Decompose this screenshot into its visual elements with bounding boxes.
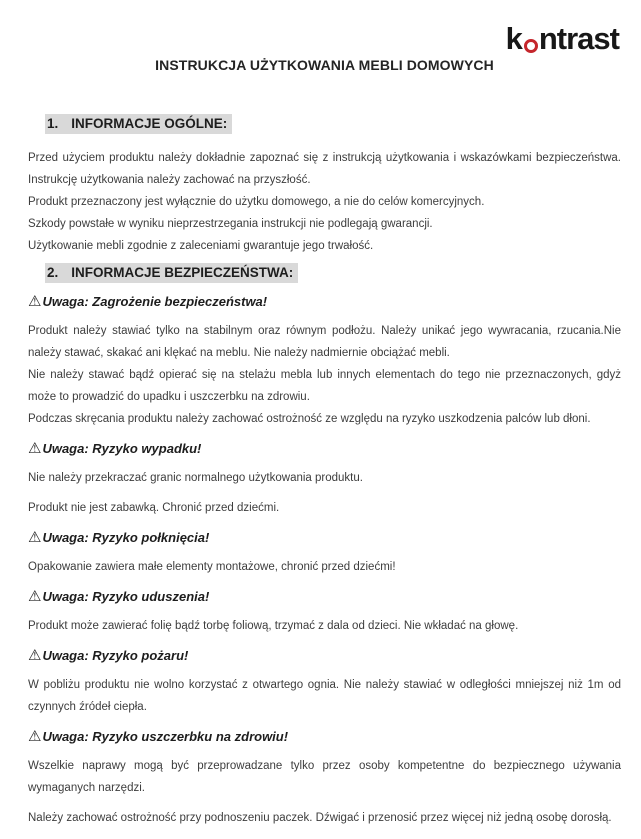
logo-text-suffix: ntrast <box>538 21 619 56</box>
warning-block-fire-risk <box>28 648 621 718</box>
warning-label: Uwaga: Ryzyko wypadku! <box>42 441 202 456</box>
page-title: INSTRUKCJA UŻYTKOWANIA MEBLI DOMOWYCH <box>155 57 494 73</box>
warning-body <box>28 615 621 637</box>
section-general-body <box>28 147 621 257</box>
paragraph: Produkt nie jest zabawką. Chronić przed dziećmi. <box>28 502 280 514</box>
warning-heading <box>28 589 621 604</box>
paragraph: Produkt należy stawiać tylko na stabilnym oraz równym podłożu. Należy unikać jego wywracania, rzucania.Nie należy stawać, skakać ani klękać na meblu. Nie należy nadmiernie obciążać mebli. <box>28 325 621 359</box>
logo-text-prefix: k <box>505 21 522 56</box>
warning-body <box>28 320 621 430</box>
warning-block-security-hazard <box>28 294 621 430</box>
logo-o-ring-icon <box>524 39 538 53</box>
warning-heading <box>28 294 621 309</box>
warning-triangle-icon: ⚠ <box>28 439 42 457</box>
warning-label: Uwaga: Ryzyko połknięcia! <box>42 530 210 545</box>
warning-triangle-icon: ⚠ <box>28 646 42 664</box>
warning-block-accident-risk <box>28 441 621 519</box>
paragraph: Wszelkie naprawy mogą być przeprowadzane tylko przez osoby kompetentne do bezpiecznego używania wymaganych narzędzi. <box>28 760 621 794</box>
warning-heading <box>28 441 621 456</box>
section-heading-safety <box>45 263 621 283</box>
section-heading-highlight <box>45 114 232 134</box>
warning-body <box>28 674 621 718</box>
paragraph: Produkt może zawierać folię bądź torbę foliową, trzymać z dala od dzieci. Nie wkładać na głowę. <box>28 620 519 632</box>
section-heading-label: INFORMACJE BEZPIECZEŃSTWA: <box>71 265 294 280</box>
paragraph: W pobliżu produktu nie wolno korzystać z otwartego ognia. Nie należy stawiać w odległości mniejszej niż 1m od czynnych źródeł ciepła. <box>28 679 621 713</box>
paragraph: Przed użyciem produktu należy dokładnie zapoznać się z instrukcją użytkowania i wskazówkami bezpieczeństwa. Instrukcję użytkowania należy zachować na przyszłość. <box>28 152 621 186</box>
section-heading-highlight <box>45 263 298 283</box>
warning-triangle-icon: ⚠ <box>28 587 42 605</box>
warning-block-swallowing-risk <box>28 530 621 578</box>
paragraph: Szkody powstałe w wyniku nieprzestrzegania instrukcji nie podlegają gwarancji. <box>28 218 433 230</box>
warning-block-health-damage-risk <box>28 729 621 829</box>
paragraph: Nie należy stawać bądź opierać się na stelażu mebla lub innych elementach do tego nie przeznaczonych, gdyż może to prowadzić do upadku i uszczerbku na zdrowiu. <box>28 369 621 403</box>
warning-label: Uwaga: Ryzyko uduszenia! <box>42 589 210 604</box>
kontrast-logo <box>506 14 619 54</box>
warning-label: Uwaga: Zagrożenie bezpieczeństwa! <box>42 294 268 309</box>
section-heading-general <box>45 114 621 134</box>
warning-heading <box>28 530 621 545</box>
warning-triangle-icon: ⚠ <box>28 528 42 546</box>
warning-label: Uwaga: Ryzyko uszczerbku na zdrowiu! <box>42 729 289 744</box>
warning-body <box>28 467 621 519</box>
warning-triangle-icon: ⚠ <box>28 292 42 310</box>
paragraph: Produkt przeznaczony jest wyłącznie do użytku domowego, a nie do celów komercyjnych. <box>28 196 485 208</box>
section-number: 2. <box>47 265 59 280</box>
warning-body <box>28 556 621 578</box>
paragraph: Nie należy przekraczać granic normalnego użytkowania produktu. <box>28 472 363 484</box>
paragraph: Podczas skręcania produktu należy zachować ostrożność ze względu na ryzyko uszkodzenia palców lub dłoni. <box>28 413 591 425</box>
paragraph: Użytkowanie mebli zgodnie z zaleceniami gwarantuje jego trwałość. <box>28 240 374 252</box>
paragraph: Należy zachować ostrożność przy podnoszeniu paczek. Dźwigać i przenosić przez więcej niż jedną osobę dorosłą. <box>28 812 612 824</box>
warning-body <box>28 755 621 829</box>
section-number: 1. <box>47 116 59 131</box>
warning-block-suffocation-risk <box>28 589 621 637</box>
warning-heading <box>28 648 621 663</box>
header <box>28 14 621 54</box>
warning-heading <box>28 729 621 744</box>
paragraph: Opakowanie zawiera małe elementy montażowe, chronić przed dziećmi! <box>28 561 396 573</box>
warning-label: Uwaga: Ryzyko pożaru! <box>42 648 189 663</box>
warning-triangle-icon: ⚠ <box>28 727 42 745</box>
section-heading-label: INFORMACJE OGÓLNE: <box>71 116 228 131</box>
